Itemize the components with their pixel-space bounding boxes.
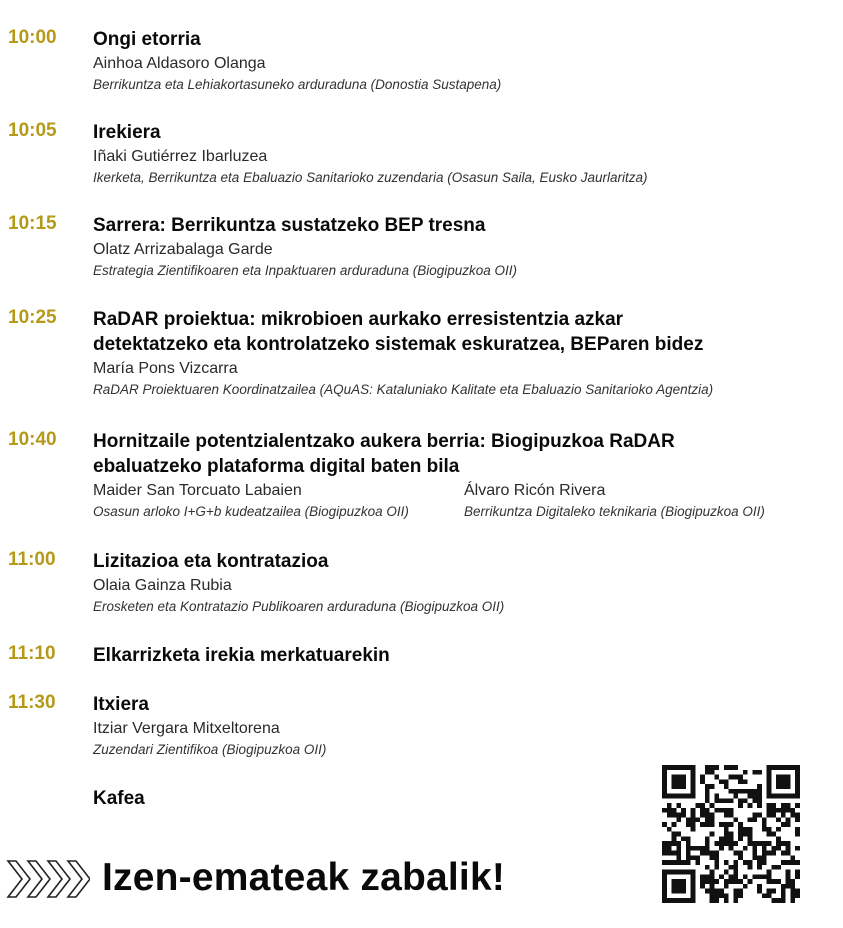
agenda-time: 11:10 <box>8 643 56 664</box>
agenda-content <box>93 549 833 617</box>
registration-cta: Izen-emateak zabalik! <box>102 856 506 899</box>
agenda-speaker: Maider San Torcuato Labaien <box>93 482 302 499</box>
agenda-speaker: Olaia Gainza Rubia <box>93 577 232 594</box>
agenda-speaker: Álvaro Ricón Rivera <box>464 482 606 499</box>
agenda-role: Zuzendari Zientifikoa (Biogipuzkoa OII) <box>93 742 327 757</box>
speakers-row <box>93 479 833 522</box>
speaker-column-2 <box>464 479 833 522</box>
agenda-title: Kafea <box>93 788 145 809</box>
agenda-title-line2: ebaluatzeko plataforma digital baten bila <box>93 456 460 477</box>
agenda-time: 10:05 <box>8 120 57 141</box>
agenda-role: Estrategia Zientifikoaren eta Inpaktuaren arduraduna (Biogipuzkoa OII) <box>93 263 517 278</box>
agenda-role: Berrikuntza Digitaleko teknikaria (Biogipuzkoa OII) <box>464 504 765 519</box>
agenda-speaker: Itziar Vergara Mitxeltorena <box>93 720 280 737</box>
agenda-role: Ikerketa, Berrikuntza eta Ebaluazio Sanitarioko zuzendaria (Osasun Saila, Eusko Jaurlaritza) <box>93 170 648 185</box>
agenda-title-line2: detektatzeko eta kontrolatzeko sistemak eskuratzea, BEParen bidez <box>93 334 704 355</box>
agenda-speaker: Ainhoa Aldasoro Olanga <box>93 55 266 72</box>
agenda-title: Irekiera <box>93 122 161 143</box>
qr-code-icon[interactable] <box>662 765 800 903</box>
agenda-content <box>93 692 833 760</box>
speaker-column-1 <box>93 479 464 522</box>
agenda-speaker: Olatz Arrizabalaga Garde <box>93 241 273 258</box>
agenda-title-line1: RaDAR proiektua: mikrobioen aurkako erresistentzia azkar <box>93 309 624 330</box>
agenda-speaker: Iñaki Gutiérrez Ibarluzea <box>93 148 268 165</box>
agenda-content <box>93 307 833 400</box>
agenda-time: 10:40 <box>8 429 57 450</box>
agenda-title: Lizitazioa eta kontratazioa <box>93 551 329 572</box>
agenda-role: Berrikuntza eta Lehiakortasuneko arduraduna (Donostia Sustapena) <box>93 77 502 92</box>
agenda-content <box>93 120 833 188</box>
agenda-time: 10:00 <box>8 27 57 48</box>
agenda-content <box>93 27 833 95</box>
agenda-role: RaDAR Proiektuaren Koordinatzailea (AQuAS: Kataluniako Kalitate eta Ebaluazio Sanitarioko Agentzia) <box>93 382 714 397</box>
agenda-title: Elkarrizketa irekia merkatuarekin <box>93 645 390 666</box>
agenda-role: Osasun arloko I+G+b kudeatzailea (Biogipuzkoa OII) <box>93 504 409 519</box>
agenda-time: 10:15 <box>8 213 57 234</box>
agenda-content <box>93 429 833 522</box>
agenda-title-line1: Hornitzaile potentzialentzako aukera berria: Biogipuzkoa RaDAR <box>93 431 675 452</box>
agenda-title: Sarrera: Berrikuntza sustatzeko BEP tresna <box>93 215 486 236</box>
agenda-title: Itxiera <box>93 694 149 715</box>
agenda-speaker: María Pons Vizcarra <box>93 360 238 377</box>
agenda-time: 11:30 <box>8 692 56 713</box>
chevrons-right-outline-icon <box>6 857 90 906</box>
agenda-content <box>93 643 833 668</box>
agenda-time: 11:00 <box>8 549 56 570</box>
agenda-title: Ongi etorria <box>93 29 201 50</box>
agenda-content <box>93 213 833 281</box>
agenda-role: Erosketen eta Kontratazio Publikoaren arduraduna (Biogipuzkoa OII) <box>93 599 505 614</box>
agenda-time: 10:25 <box>8 307 57 328</box>
